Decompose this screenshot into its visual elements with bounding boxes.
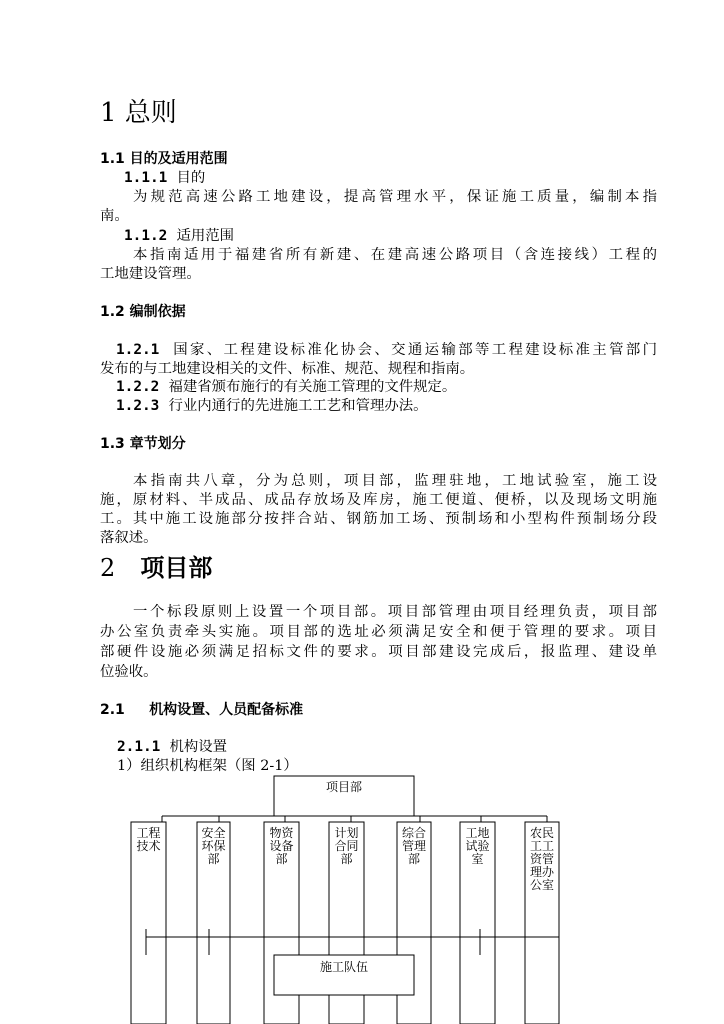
paragraph-line: 福建省颁布施行的有关施工管理的文件规定。 — [168, 379, 457, 395]
paragraph-line: 部硬件设施必须满足招标文件的要求。项目部建设完成后，报监理、建设单 — [100, 644, 657, 660]
paragraph-line: 本指南共八章，分为总则，项目部，监理驻地，工地试验室，施工设 — [133, 473, 657, 489]
paragraph-line: 南。 — [100, 208, 129, 224]
org-dept-label-2: 安全环保部 — [201, 826, 226, 866]
org-dept-label-4: 计划合同部 — [334, 826, 359, 866]
section-1-1-title: 1.1 目的及适用范围 — [100, 151, 228, 167]
section-1-3-title: 1.3 章节划分 — [100, 436, 186, 452]
subsection-number: 2.1.1 — [117, 739, 161, 755]
paragraph-line: 位验收。 — [100, 664, 158, 680]
subsection-title: 机构设置 — [169, 739, 228, 755]
paragraph-line: 行业内通行的先进施工工艺和管理办法。 — [168, 398, 428, 414]
subsection-number: 1.2.2 — [116, 379, 160, 395]
section-1-2-title: 1.2 编制依据 — [100, 304, 186, 320]
paragraph-line: 施，原材料、半成品、成品存放场及库房，施工便道、便桥，以及现场文明施 — [100, 492, 657, 508]
subsection-title: 适用范围 — [176, 228, 235, 244]
subsection-title: 目的 — [176, 170, 206, 186]
subsection-number: 1.2.1 — [116, 342, 160, 358]
paragraph-line: 一个标段原则上设置一个项目部。项目部管理由项目经理负责，项目部 — [133, 604, 657, 620]
org-dept-label-7: 农民工工资管理办公室 — [529, 826, 554, 892]
chapter-title: 项目部 — [140, 554, 213, 582]
figure-caption: 1）组织机构框架（图 2-1） — [117, 758, 298, 774]
paragraph-line: 办公室负责牵头实施。项目部的选址必须满足安全和便于管理的要求。项目 — [100, 624, 657, 640]
paragraph-line: 为规范高速公路工地建设，提高管理水平，保证施工质量，编制本指 — [133, 189, 657, 205]
chapter-1-title: 1 总则 — [100, 98, 177, 128]
org-bottom-label: 施工队伍 — [319, 960, 368, 974]
org-dept-label-1: 工程技术 — [136, 826, 161, 853]
subsection-number: 1.2.3 — [116, 398, 160, 414]
section-title: 机构设置、人员配备标准 — [149, 702, 304, 718]
chapter-number: 2 — [100, 554, 116, 582]
section-number: 2.1 — [100, 702, 125, 718]
org-dept-label-3: 物资设备部 — [269, 826, 294, 866]
subsection-number: 1.1.2 — [124, 228, 168, 244]
paragraph-line: 工。其中施工设施部分按拌合站、钢筋加工场、预制场和小型构件预制场分段 — [100, 511, 657, 527]
org-top-label: 项目部 — [325, 780, 362, 794]
org-dept-label-6: 工地试验室 — [465, 826, 490, 866]
subsection-number: 1.1.1 — [124, 170, 168, 186]
org-dept-label-5: 综合管理部 — [401, 826, 426, 866]
paragraph-line: 本指南适用于福建省所有新建、在建高速公路项目（含连接线）工程的 — [133, 247, 657, 263]
paragraph-line: 发布的与工地建设相关的文件、标准、规范、规程和指南。 — [100, 361, 475, 377]
paragraph-line: 国家、工程建设标准化协会、交通运输部等工程建设标准主管部门 — [173, 342, 657, 358]
paragraph-line: 落叙述。 — [100, 530, 158, 546]
paragraph-line: 工地建设管理。 — [100, 266, 201, 282]
